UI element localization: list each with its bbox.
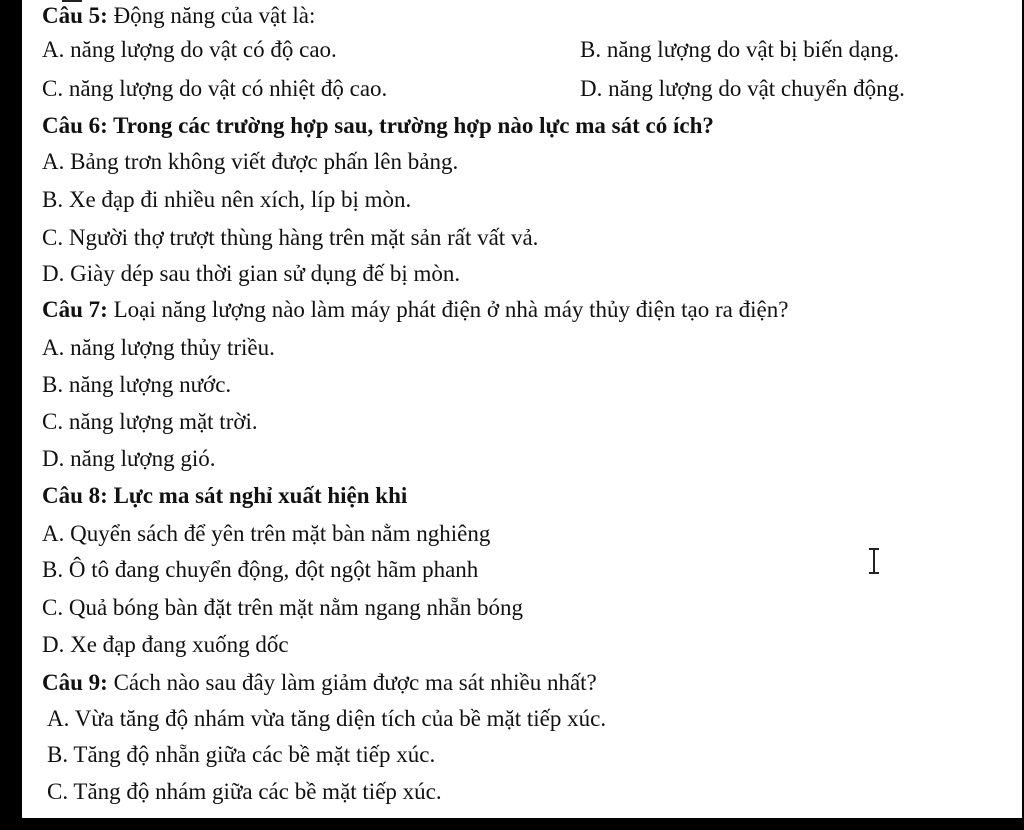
- question-8: [42, 482, 407, 510]
- option-7d: D. năng lượng gió.: [42, 446, 216, 471]
- option-8a: A. Quyển sách để yên trên mặt bàn nằm nghiêng: [42, 521, 491, 546]
- option-7c: C. năng lượng mặt trời.: [42, 409, 258, 434]
- question-label: Câu 6:: [42, 113, 108, 138]
- option-9a: A. Vừa tăng độ nhám vừa tăng diện tích của bề mặt tiếp xúc.: [47, 706, 607, 731]
- option-9b: B. Tăng độ nhẵn giữa các bề mặt tiếp xúc.: [47, 742, 436, 767]
- option-5b: B. năng lượng do vật bị biến dạng.: [580, 37, 900, 62]
- option-6b: B. Xe đạp đi nhiều nên xích, líp bị mòn.: [42, 187, 412, 212]
- question-label: Câu 9:: [42, 670, 108, 695]
- question-label: Câu 7:: [42, 297, 108, 322]
- question-7: [42, 296, 788, 324]
- option-7a: A. năng lượng thủy triều.: [42, 335, 275, 360]
- question-text: Cách nào sau đây làm giảm được ma sát nhiều nhất?: [107, 670, 597, 695]
- option-5a: A. năng lượng do vật có độ cao.: [42, 37, 337, 62]
- option-6c: C. Người thợ trượt thùng hàng trên mặt sản rất vất vả.: [42, 225, 539, 250]
- option-5c: C. năng lượng do vật có nhiệt độ cao.: [42, 76, 388, 101]
- option-9c: C. Tăng độ nhám giữa các bề mặt tiếp xúc.: [47, 779, 442, 804]
- question-text: Lực ma sát nghỉ xuất hiện khi: [107, 483, 408, 508]
- question-text: Loại năng lượng nào làm máy phát điện ở nhà máy thủy điện tạo ra điện?: [107, 297, 789, 322]
- option-7b: B. năng lượng nước.: [42, 372, 232, 397]
- option-6d: D. Giày dép sau thời gian sử dụng đế bị mòn.: [42, 261, 461, 286]
- option-8c: C. Quả bóng bàn đặt trên mặt nằm ngang nhẵn bóng: [42, 595, 523, 620]
- text-cursor-icon: [869, 547, 879, 575]
- question-label: Câu 5:: [42, 3, 108, 28]
- document-page: [22, 0, 1022, 818]
- question-label: Câu 8:: [42, 483, 108, 508]
- option-5d: D. năng lượng do vật chuyển động.: [580, 76, 905, 101]
- question-text: Trong các trường hợp sau, trường hợp nào lực ma sát có ích?: [107, 113, 714, 138]
- option-8b: B. Ô tô đang chuyển động, đột ngột hãm phanh: [42, 557, 479, 582]
- question-9: [42, 669, 597, 697]
- option-8d: D. Xe đạp đang xuống dốc: [42, 632, 289, 657]
- option-6a: A. Bảng trơn không viết được phấn lên bảng.: [42, 149, 459, 174]
- question-text: Động năng của vật là:: [107, 3, 316, 28]
- question-5: [42, 2, 315, 30]
- question-6: [42, 112, 714, 140]
